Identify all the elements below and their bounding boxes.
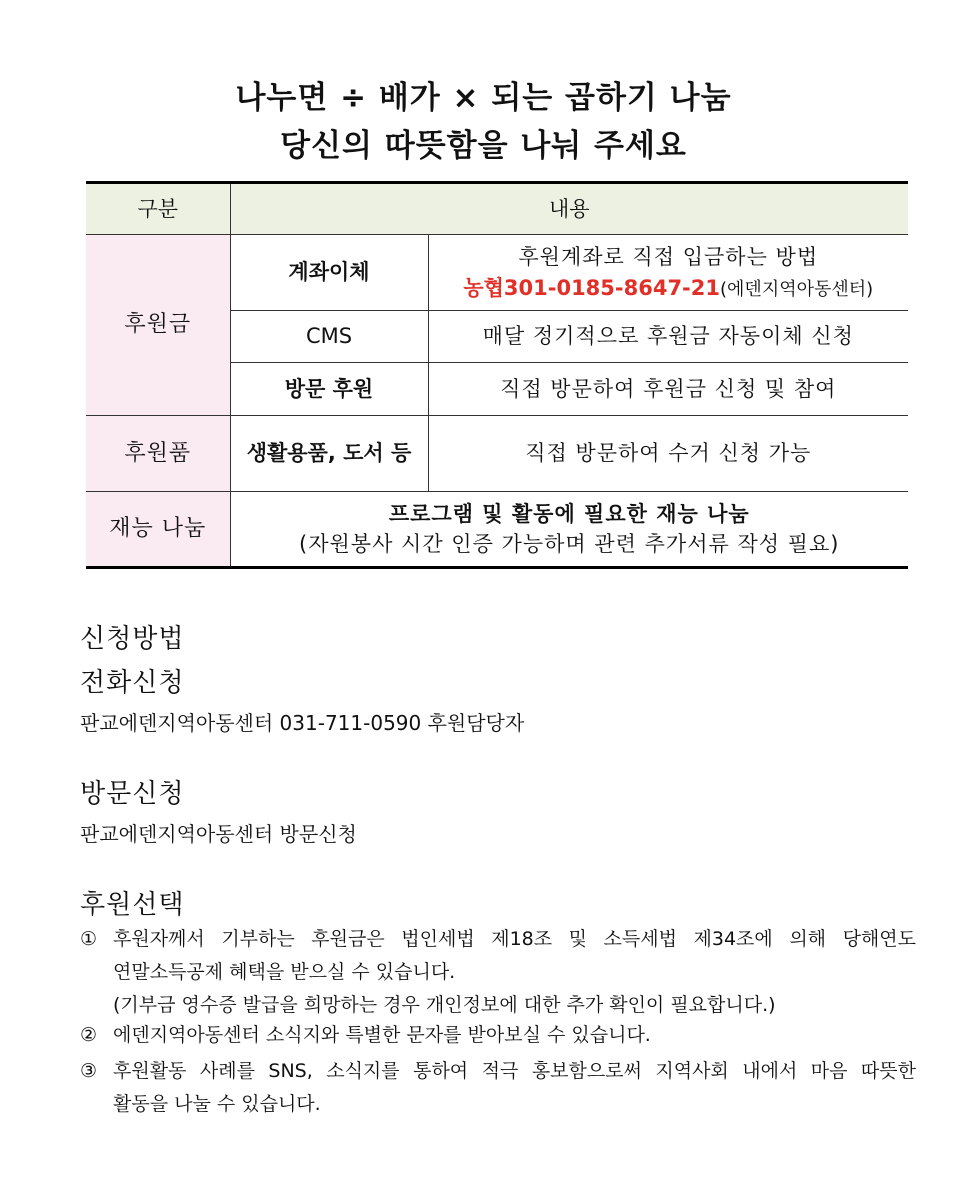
table-row <box>86 492 908 568</box>
table-row <box>86 235 908 311</box>
bank-account-line <box>429 273 909 303</box>
visit-apply-heading: 방문신청 <box>80 779 185 809</box>
bank-account-holder: (에덴지역아동센터) <box>720 278 874 300</box>
item-number: ② <box>80 1024 98 1046</box>
item-text-line: 후원활동 사례를 SNS, 소식지를 통하여 적극 홍보함으로써 지역사회 내에서 마음 따뜻한 <box>113 1060 916 1082</box>
list-item <box>80 1019 916 1052</box>
item-text-line: 연말소득공제 혜택을 받으실 수 있습니다. <box>113 961 456 983</box>
list-item <box>80 923 916 1022</box>
category-talent: 재능 나눔 <box>86 492 230 568</box>
apply-heading: 신청방법 <box>80 624 185 654</box>
desc-goods: 직접 방문하여 수거 신청 가능 <box>428 416 908 492</box>
item-number: ③ <box>80 1060 98 1082</box>
type-cms: CMS <box>230 311 428 363</box>
category-donation-money: 후원금 <box>86 235 230 416</box>
desc-cms: 매달 정기적으로 후원금 자동이체 신청 <box>428 311 908 363</box>
table-header-row <box>86 183 908 235</box>
page-title: 나누면 ÷ 배가 × 되는 곱하기 나눔 <box>235 80 732 116</box>
phone-apply-text: 판교에덴지역아동센터 031-711-0590 후원담당자 <box>80 711 525 735</box>
item-note-line: (기부금 영수증 발급을 희망하는 경우 개인정보에 대한 추가 확인이 필요합니다.) <box>113 994 776 1016</box>
desc-visit-donation: 직접 방문하여 후원금 신청 및 참여 <box>428 363 908 416</box>
list-item <box>80 1055 916 1121</box>
donation-table <box>86 181 908 569</box>
header-content: 내용 <box>230 183 908 235</box>
item-text-line: 활동을 나눌 수 있습니다. <box>113 1093 321 1115</box>
phone-apply-heading: 전화신청 <box>80 668 185 698</box>
talent-desc-note: (자원봉사 시간 인증 가능하며 관련 추가서류 작성 필요) <box>299 532 840 556</box>
desc-talent <box>230 492 908 568</box>
item-text-line: 후원자께서 기부하는 후원금은 법인세법 제18조 및 소득세법 제34조에 의해 당해연도 <box>113 928 916 950</box>
visit-apply-text: 판교에덴지역아동센터 방문신청 <box>80 822 357 846</box>
type-goods: 생활용품, 도서 등 <box>230 416 428 492</box>
desc-bank-transfer <box>428 235 908 311</box>
talent-desc-main: 프로그램 및 활동에 필요한 재능 나눔 <box>388 501 750 526</box>
page-subtitle: 당신의 따뜻함을 나눠 주세요 <box>280 128 687 164</box>
type-visit-donation: 방문 후원 <box>230 363 428 416</box>
item-text-line: 에덴지역아동센터 소식지와 특별한 문자를 받아보실 수 있습니다. <box>113 1024 651 1046</box>
table-row <box>86 416 908 492</box>
type-bank-transfer: 계좌이체 <box>230 235 428 311</box>
category-donation-goods: 후원품 <box>86 416 230 492</box>
header-category: 구분 <box>86 183 230 235</box>
bank-account-number: 농협301-0185-8647-21 <box>463 275 721 300</box>
benefits-heading: 후원선택 <box>80 890 185 920</box>
item-number: ① <box>80 928 98 950</box>
bank-transfer-desc: 후원계좌로 직접 입금하는 방법 <box>518 245 819 270</box>
